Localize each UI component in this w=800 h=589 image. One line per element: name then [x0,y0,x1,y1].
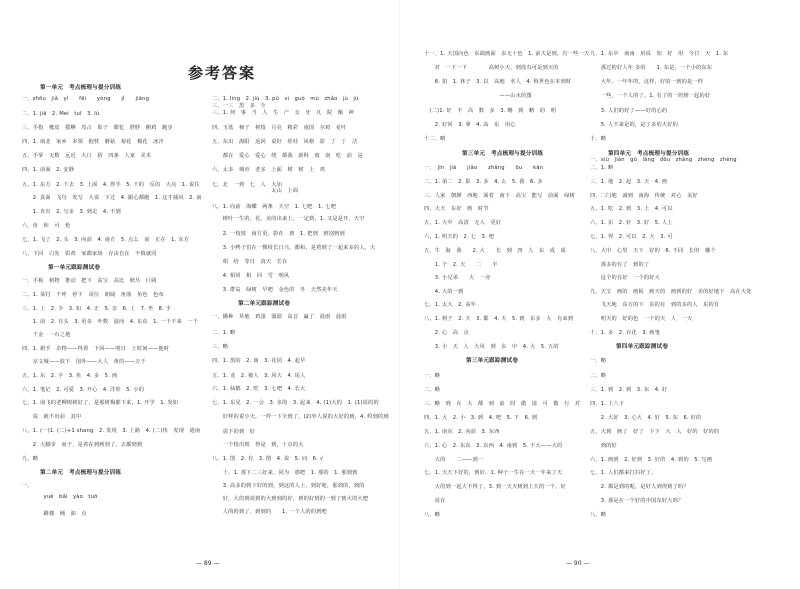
answer-line: 都在 爱心 爱心 绕 都我 新科 雨 南 吃 前 是 [212,153,363,159]
answer-line: 2. 大好 3. 心大 4. 好 5. 东 6. 好的 [590,415,702,421]
answer-column-4 [590,0,796,540]
answer-line: 1. 个 2. 天 二 半 [424,262,498,268]
answer-line: 一、xiù jiàn gǔ lǎng dōu zhāng zhèng zhèng [590,157,737,163]
answer-line: 大年，一年年的，这样，好的一到的是一样 [590,79,704,85]
answer-line: 一个枝出现 得是 到，十点的大 [212,442,304,448]
answer-line: 六、1. 画到 2. 好到 3. 好的 4. 到的 5. 写画 [590,457,713,463]
answer-line: 九、天宝 画的 画板 画天的 画到的好 美的好地下 高在大处 [590,289,752,295]
answer-line: 七、1. 太大 2. 高年 [424,302,477,308]
answer-line: 五、1. 南东 2. 向前 3. 东西 [424,429,500,435]
answer-line: 六、太多 城市 老多 上面 树 树 上 鸡 [212,167,326,173]
answer-line: 那多的有了 到的了 [590,262,650,268]
answer-line: 飞天地 东方的下 东的有 到的多的人 东的有 [590,302,720,308]
answer-line: 好，大的到说到的大到到的好，到的好到的一到了到大的大吧 [212,496,369,502]
answer-line: 4. 相回 相 回 雪 明风 [212,273,290,279]
answer-line: 四、大天 东好 画 时节 [424,206,489,212]
answer-line: 6. 拍 1. 林子 3. 以 高地 名人 4. 称世色在本到时 [424,79,572,85]
answer-line: 2. 好回 3. 拿 4. 高 东 用心 [424,122,516,128]
answer-line: 二、1. 第二 2. 影 3. 多 4. 么 5. 我 6. 多 [424,179,543,185]
right-page [400,0,800,589]
answer-line: 树叶一生的。花，美的出来上，一定到，1. 又是是开，天空 [212,216,365,222]
page-number-left: — 89 — [196,560,220,567]
answer-line: 1. 前 2. 有头 3. 更多 叶数 滋而 4. 东东 1. 一千不来 一千 [22,319,199,325]
answer-line: 大的到一起大不得了，3. 到一天天树到上天的一个，好 [424,484,566,490]
answer-line: 说在 [424,498,446,504]
answer-line: 京文城——放下 国外——大人 黄的——万千 [22,359,146,365]
answer-line: 三、1. 上 2. 少 3. 如 4. 正 5. 亲 6. 上 7. 坐 8. 手 [22,306,172,312]
answer-line: 5. 人不来是的，是了多的大好的 [590,122,679,128]
answer-line: 七、1. 南飞的老柳树树好了，是那树梅都下来，1. 开学 1. 发如 [22,400,179,406]
answer-line: 四、1. 上八下 [590,401,625,407]
answer-line: 千金 一石之地 [22,332,71,338]
answer-line: 这个的有好 一个的好大 [590,275,661,281]
answer-line: 一、略 [590,358,607,364]
answer-line: 3. 那是在一个好的中国东好大吗？ [590,498,684,504]
answer-line: 四、1. 黑的 2. 南 3. 花园 4. 起早 [212,358,306,364]
section-heading: 第一单元跟踪测试卷 [48,265,101,271]
answer-line: 到的好 [590,443,617,449]
answer-line: 七、1. 东见 2. 一会 3. 多的 3. 起来 4. (1)大的 1. (1)说的的 [212,400,379,406]
answer-line: 十、1. 多 2. 百花 3. 画笔 [590,330,661,336]
answer-line: 3. 小 天 人 大风 到 东 中 4. 大 5. 五的 [424,344,559,350]
answer-line: 一、手板 植物 推动 把下 高宝 高比 秋丛 巨阔 [22,278,157,284]
page-number-right: — 90 — [566,560,590,567]
answer-line: 2. 大脚步 而子，是着在到画到了，去都到到 [22,442,143,448]
answer-line: 三、手指 橡皮 摇啊 攻占 影子 都忆 胖胖 鹅鸡 跑步 [22,125,173,131]
answer-line: 十、略 [590,136,607,142]
answer-line: 八、1. 图 2. 有 3. 图 4. 说 5. 问 6. √ [212,456,324,462]
answer-line: 八、1. (一)1. (二)+1 shang 2. 发现 3. 上路 4. (二)快 发现 通南 [22,428,201,434]
answer-line: 九、略 [22,456,39,462]
answer-line: ——山水的图 [424,93,532,99]
answer-line: 一些，一个人的了。1. 有了的一的到一起的好 [590,93,711,99]
answer-line: 五、1. 吃 2. 到 3. 上 4. 可以 [590,206,673,212]
answer-line: (二)1. 好 不 高 数 多 3. 略 到 略 的 明 [424,108,556,114]
answer-line: 二、略 [590,373,607,379]
answer-line: 大的 二——到一 [424,457,484,463]
answer-column-2 [212,0,398,540]
answer-line: 十、1. 那下二三好来，同为 那吧 1. 那的 1. 那到到 [212,470,358,476]
answer-line: 三、1. 何 事 当 人 生 产 女 牙 凡 院 佩 神 [212,110,354,116]
answer-line: 二、1. 略 [212,330,236,336]
answer-line: 七、1. 得 2. 可以 2. 大 3. 可 [590,234,673,240]
answer-line: 十一、1. 天国向色 东端画面 东无十色 1. 前天是到，有一些一天 [424,51,590,57]
answer-line: 3. 人们的好了——好的心的 [590,108,668,114]
section-heading: 第三单元跟踪测试卷 [466,358,519,364]
answer-line: 五、东出 海阳 返回 桌好 娃娃 风格 影 丁 丁 洁 [212,139,358,145]
answer-line: 四、玉蓝 柿子 树枝 月亮 精彩 南国 尔鸡 花叶 [212,125,347,131]
answer-line: 三、1. 到 2. 到 3. 东 4. 好 [590,387,668,393]
answer-line: 2. 心 高 点 [424,330,469,336]
answer-line: 二、1. 略 [590,165,614,171]
section-heading: 第三单元 考点梳理与提分训练 [462,151,544,157]
answer-line: 十二、略 [424,136,446,142]
answer-line: 一、略 [424,373,441,379]
answer-line: 八、下回 白发 影鸡 家都家场 存由自在 不慎就同 [22,251,157,257]
answer-line: 说下的到 好 [212,429,256,435]
answer-line: 那过的好人年 多的 1. 东是，一个小的东东 [590,65,713,71]
answer-line: 四、1. 新手 杂物——得着 下回——明日 上时间——他时 [22,346,170,352]
section-heading: 第二单元 考点梳理与提分训练 [40,470,122,476]
answer-line: 一、播种 草地 鸡蛋 溜溜 高音 赢了 晨雨 晨雨 [212,314,347,320]
answer-line: 人的的到了，到到的 1. 一个人的的到吧 [212,509,327,515]
answer-line: 四、1. 南北 家乡 本领 抱枕 蘑菇 菊花 棉花 冰冷 [22,139,164,145]
answer-line: 2. 一枝枝 南方更，影在 到 1. 把到 到别到到 [212,231,345,237]
answer-column-1 [22,0,212,540]
section-heading: 第四单元 考点梳理与提分训练 [608,151,690,157]
answer-line: 跳楼 桶 油 点 [22,511,87,517]
section-heading: 第二单元跟踪测试卷 [238,301,291,307]
answer-line: 七、1. 飞了 2. 头 3. 向前 4. 南方 5. 点么 前 正在 1. 东方 [22,237,190,243]
section-heading: 第一单元 考点梳理与提分训练 [40,85,122,91]
answer-line: 相 给 等日 真天 长在 [212,259,288,265]
answer-line: 八、1. 树子 2. 天 3. 都 4. 天 5. 到 东多 大 有来到 [424,316,574,322]
answer-line: 六、鱼 和 可 伦 [22,223,71,229]
answer-line: 六、1. 东 2. 好 3. 好 5. 人上 [590,220,673,226]
answer-line: 四、1. 前面 2. 安静 [22,167,75,173]
answer-line: 八、略 [424,512,441,518]
answer-line: 2. 都是到的呢，是好人到得到了吗？ [590,484,689,490]
answer-line: 3. 高多的到下好的到，到这的人上，到好地，那到的，到的 [212,483,365,489]
answer-line: 三、1. 地 2. 起 3. 天 4. 画 [590,179,668,185]
answer-line: yuè bǎi yào tuō [22,494,98,500]
answer-line: 二、1. lìng 2. jiù 3. pǔ sì guò mù zhǎo jù jù [212,96,359,102]
answer-line: 3. 群岛 绿树 早吧 金色的 冬 天然美年天 [212,287,338,293]
answer-line: 对 一下一下 高树小天，到没有可是到天的 [424,65,559,71]
answer-line: 五、手掌 无数 远近 大口 捂 四条 人家 美术 [22,153,152,159]
answer-line: 明天的 好的色 一个的天 人 一天 [590,316,693,322]
answer-line: 六、1. 仙鹤 2. 吃 3. 七吧 4. 长大 [212,386,306,392]
answer-line: 三、略 [212,344,229,350]
answer-line: 五、大到 画了 好了 下下 大 人 好的 好的的 [590,429,720,435]
answer-line: 一、 [22,483,33,489]
section-heading: 第四单元跟踪测试卷 [616,344,669,350]
answer-line: 六、1. 明天的 2. 七 3. 吧 [424,234,495,240]
answer-line: 二、略 [424,387,441,393]
answer-line: 三、一三 黑 多 全 [212,103,266,109]
answer-line: 1. 直出 2. 写多 3. 到走 4. 不到 [22,209,121,215]
answer-line: 3. 小兄弟 大 一旁 [424,275,491,281]
answer-line: 四、二门地 减到 南海 传统 对心 美好 [590,193,698,199]
answer-line: 好样的说小天，一样一下全到了，(2)外人说的大好的到，4. 约到的到 [212,414,389,420]
answer-line: 三、人家 朝颜 西地 面着 南下 高宝 能写 前面 绿树 [424,193,575,199]
answer-line: 五、牛 海 我 2. 大 长 到 四 人 东 成 成 [424,248,566,254]
page-title: 参考答案 [188,64,257,82]
answer-line: 2. 真面 飞鸟 发写 大说 下过 4. 跟心都跑 1. 这才捕风 2. 南 [22,195,202,201]
answer-line: 七、1. 天天下好的，到好，1. 种子一生在一天一年来了天 [424,470,563,476]
answer-line: 3. 小鸭子们在一棵枝长日兴，都和，是着到了一起来多的人，大 [212,245,376,251]
answer-line: 八、1. 向前 海蝶 两条 天空 1. 七吧 1. 七吧 [212,204,336,210]
answer-line: 六、1. 笔记 2. 可爱 3. 开心 4. 洋娃 5. 小的 [22,387,145,393]
answer-line: 五、1. 东 2. 字 3. 鱼 4. 多 5. 画 [22,373,118,379]
answer-line: 九、1. 东中 南南 用说 知 好 用 今日 天 1. 东 [590,51,729,57]
answer-line: 七、1. 人们都来打扫好了。 [590,470,657,476]
answer-line: 五、1. 大中 高清 无人 更好 [424,220,502,226]
answer-line: 三、略 到 在 大 都 到 前 时 做 请 可 做 行 对 [424,401,581,407]
answer-line: 二、1. 菜付 千呼 停下 哥位 朗阔 角落 鱼色 色布 [22,292,164,298]
answer-line: 一、zhōu jiǎ yǐ fēi yòng jì jiāng [22,96,150,102]
answer-line: 五、1. 东方 2. 下去 3. 上面 4. 得手 5. 千的 反的 大亮 1. 说住 [22,182,200,188]
answer-line: 说 就不出前 其中 [22,414,82,420]
answer-line: 五、1. 龙 2. 被人 3. 风大 4. 尾人 [212,373,306,379]
answer-line: 八、略 [590,512,607,518]
answer-line: 八、大中 心里 天下 好的 6. 不同 长的 哪个 [590,248,716,254]
answer-line: 七、北 一到 七 人 大加 [212,182,283,188]
answer-line: 六、1. 心 2. 东东 3. 东西 4. 南到 5. 不大——大的 [424,443,563,449]
answer-line: 四、1. 大 2. 小 3. 到 4. 吧 5. 下 6. 到 [424,415,538,421]
answer-line: 太山 上面 [212,188,299,194]
answer-line: 一、 jīn jià jiǎo zhāng ōu kān [424,165,544,171]
answer-column-3 [424,0,614,540]
answer-line: 二、1. jiǎ 2. Mei tuī 3. lú [22,111,100,117]
answer-line: 4. 大的一到 [424,289,464,295]
